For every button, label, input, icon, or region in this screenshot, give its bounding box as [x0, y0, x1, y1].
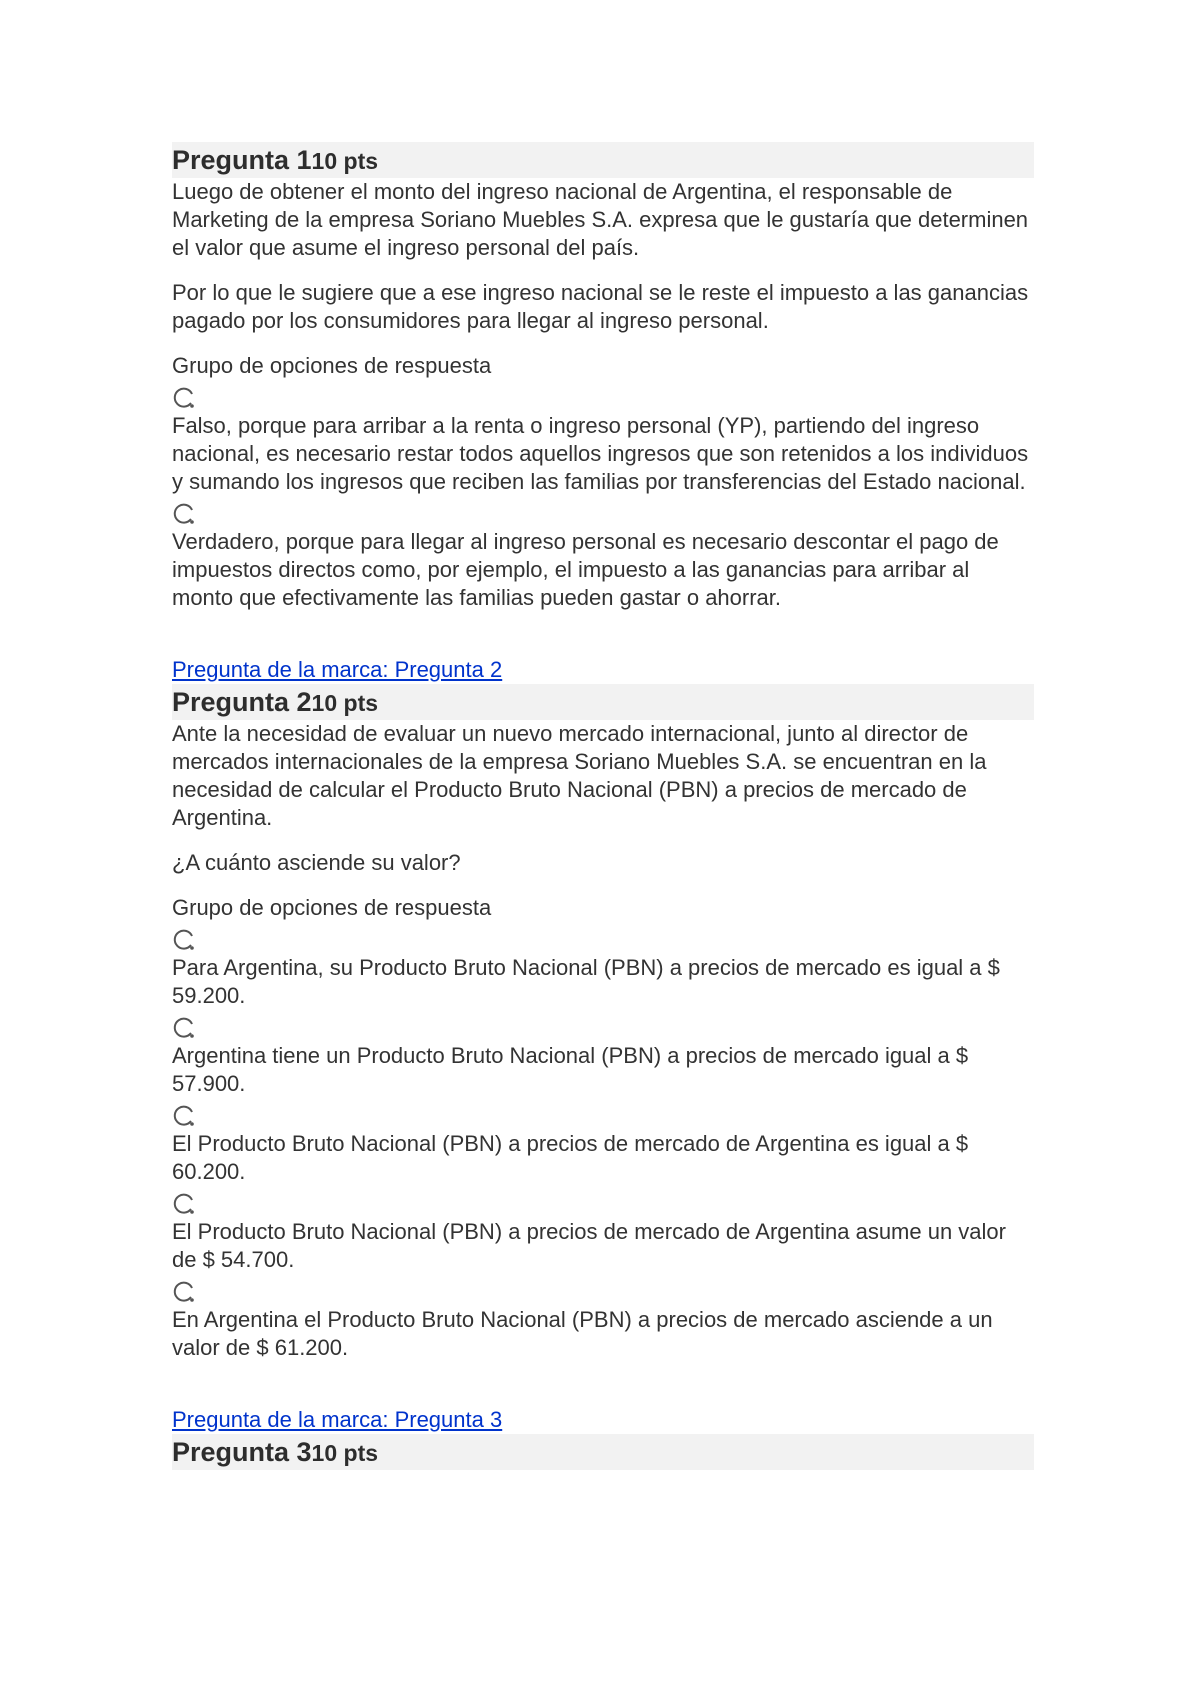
question-2-option-1[interactable]: Para Argentina, su Producto Bruto Nacional (PBN) a precios de mercado es igual a $ 59.200. [172, 955, 1000, 1008]
radio-icon [172, 928, 196, 952]
question-2-paragraph-2: ¿A cuánto asciende su valor? [172, 850, 461, 875]
question-3-title: Pregunta 3 [172, 1437, 312, 1467]
radio-icon [172, 1016, 196, 1040]
flag-question-2-link[interactable]: Pregunta de la marca: Pregunta 2 [172, 657, 503, 682]
question-3-points: 10 pts [311, 1440, 379, 1466]
question-2 [172, 656, 1034, 1362]
question-2-option-3[interactable]: El Producto Bruto Nacional (PBN) a precios de mercado de Argentina es igual a $ 60.200. [172, 1131, 969, 1184]
flag-question-3-link[interactable]: Pregunta de la marca: Pregunta 3 [172, 1407, 503, 1432]
question-1-header [172, 142, 1034, 178]
radio-icon [172, 386, 196, 410]
question-2-option-5[interactable]: En Argentina el Producto Bruto Nacional (PBN) a precios de mercado asciende a un valor de $ 61.200. [172, 1307, 993, 1360]
question-2-points: 10 pts [311, 690, 379, 716]
question-2-header [172, 684, 1034, 720]
question-1-paragraph-2: Por lo que le sugiere que a ese ingreso nacional se le reste el impuesto a las ganancias pagado por los consumidores para llegar al ingreso personal. [172, 280, 1029, 333]
question-2-option-1-radio[interactable] [172, 928, 1034, 952]
question-1 [172, 142, 1034, 612]
question-1-points: 10 pts [311, 148, 379, 174]
question-3 [172, 1406, 1034, 1470]
question-2-title: Pregunta 2 [172, 687, 312, 717]
question-1-option-2-radio[interactable] [172, 502, 1034, 526]
question-1-paragraph-1: Luego de obtener el monto del ingreso nacional de Argentina, el responsable de Marketing de la empresa Soriano Muebles S.A. expresa que le gustaría que determinen el valor que asume el ingreso personal del país. [172, 179, 1029, 260]
question-2-option-2[interactable]: Argentina tiene un Producto Bruto Nacional (PBN) a precios de mercado igual a $ 57.900. [172, 1043, 969, 1096]
question-1-option-1-radio[interactable] [172, 386, 1034, 410]
question-2-option-2-radio[interactable] [172, 1016, 1034, 1040]
question-2-group-label: Grupo de opciones de respuesta [172, 895, 492, 920]
question-1-option-1[interactable]: Falso, porque para arribar a la renta o ingreso personal (YP), partiendo del ingreso nacional, es necesario restar todos aquellos ingresos que son retenidos a los individuos y sumando los ingresos que reciben las familias por transferencias del Estado nacional. [172, 413, 1029, 494]
question-2-option-4[interactable]: El Producto Bruto Nacional (PBN) a precios de mercado de Argentina asume un valor de $ 54.700. [172, 1219, 1006, 1272]
question-2-option-3-radio[interactable] [172, 1104, 1034, 1128]
question-1-title: Pregunta 1 [172, 145, 312, 175]
question-1-group-label: Grupo de opciones de respuesta [172, 353, 492, 378]
question-1-option-2[interactable]: Verdadero, porque para llegar al ingreso personal es necesario descontar el pago de impuestos directos como, por ejemplo, el impuesto a las ganancias para arribar al monto que efectivamente las familias pueden gastar o ahorrar. [172, 529, 999, 610]
radio-icon [172, 1280, 196, 1304]
radio-icon [172, 502, 196, 526]
radio-icon [172, 1104, 196, 1128]
question-2-option-4-radio[interactable] [172, 1192, 1034, 1216]
quiz-page [172, 142, 1034, 1470]
question-2-option-5-radio[interactable] [172, 1280, 1034, 1304]
radio-icon [172, 1192, 196, 1216]
question-2-paragraph-1: Ante la necesidad de evaluar un nuevo mercado internacional, junto al director de mercados internacionales de la empresa Soriano Muebles S.A. se encuentran en la necesidad de calcular el Producto Bruto Nacional (PBN) a precios de mercado de Argentina. [172, 721, 987, 830]
question-3-header [172, 1434, 1034, 1470]
